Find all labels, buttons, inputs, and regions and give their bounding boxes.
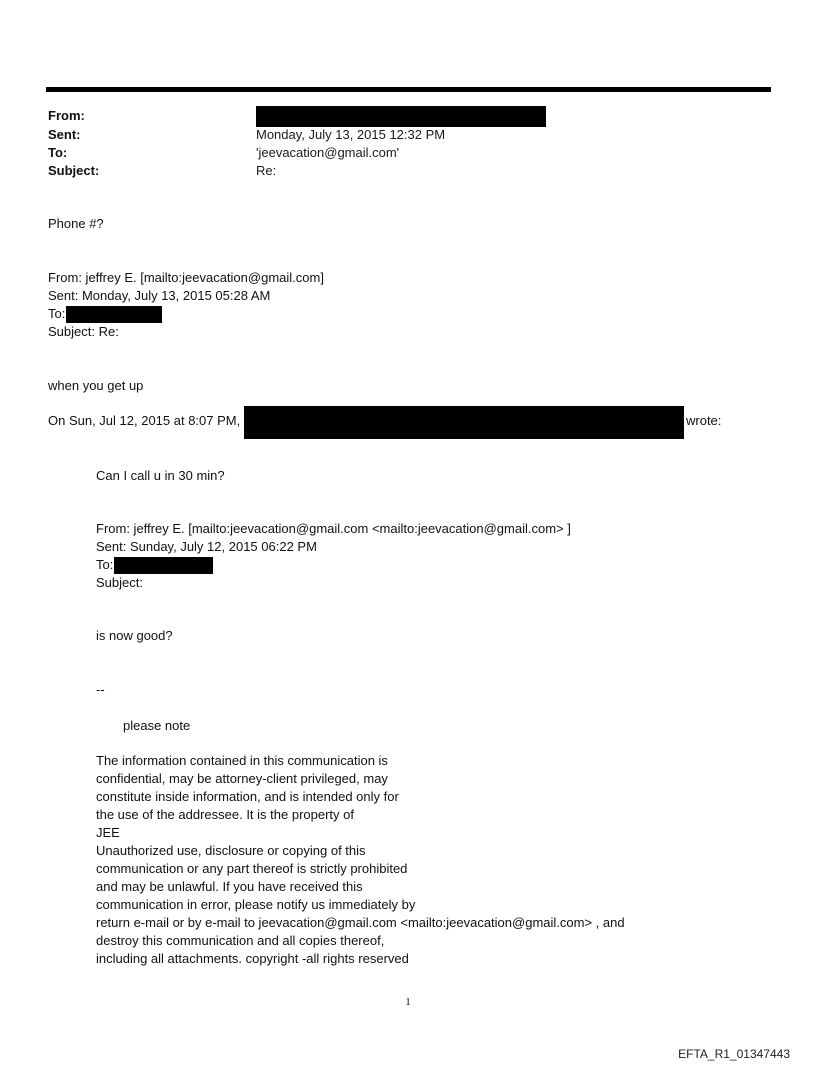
to-value: 'jeevacation@gmail.com' [256,145,400,160]
from-label: From: [48,108,85,123]
nested-body: Can I call u in 30 min? [96,468,225,483]
sent-label: Sent: [48,127,81,142]
quoted2-to-redaction [114,557,213,574]
please-note: please note [123,718,191,733]
header-to-row [48,143,748,162]
signature-separator: -- [96,682,105,697]
quoted2-from: From: jeffrey E. [mailto:jeevacation@gmail.com <mailto:jeevacation@gmail.com> ] [96,521,571,536]
header-from-row [48,106,748,125]
quoted2-to-label: To: [96,557,114,572]
attribution-prefix: On Sun, Jul 12, 2015 at 8:07 PM, [48,413,241,428]
quoted1-to-label: To: [48,306,66,321]
page-number: 1 [405,996,411,1008]
document-id: EFTA_R1_01347443 [678,1047,790,1061]
header-subject-row [48,161,748,180]
quoted2-to [96,556,213,574]
quoted1-to-redaction [66,306,162,323]
from-redaction [256,106,546,127]
sent-value: Monday, July 13, 2015 12:32 PM [256,127,446,142]
attribution-suffix: wrote: [686,413,722,428]
quoted1-from: From: jeffrey E. [mailto:jeevacation@gmail.com] [48,270,324,285]
quoted1-subject: Subject: Re: [48,324,119,339]
quoted2-subject: Subject: [96,575,143,590]
subject-label: Subject: [48,163,100,178]
disclaimer: The information contained in this communication is confidential, may be attorney-client privileged, may constitute inside information, and is intended only for the use of the addressee. It is the property of JEE Unauthorized use, disclosure or copying of this communication or any part thereof is strictly prohibited and may be unlawful. If you have received this communication in error, please notify us immediately by return e-mail or by e-mail to jeevacation@gmail.com <mailto:jeevacation@gmail.com> , and destroy this communication and all copies thereof, including all attachments. copyright -all rights reserved [96,753,625,966]
quoted2-sent: Sent: Sunday, July 12, 2015 06:22 PM [96,539,317,554]
header-rule [46,87,771,92]
to-label: To: [48,145,68,160]
quoted1-sent: Sent: Monday, July 13, 2015 05:28 AM [48,288,271,303]
reply-body: Phone #? [48,216,104,231]
quoted1-body: when you get up [48,378,144,393]
quoted2-body: is now good? [96,628,173,643]
attribution-line [48,404,778,440]
quoted1-to [48,305,162,323]
header-sent-row [48,125,748,144]
subject-value: Re: [256,163,277,178]
attribution-redaction [244,406,684,439]
